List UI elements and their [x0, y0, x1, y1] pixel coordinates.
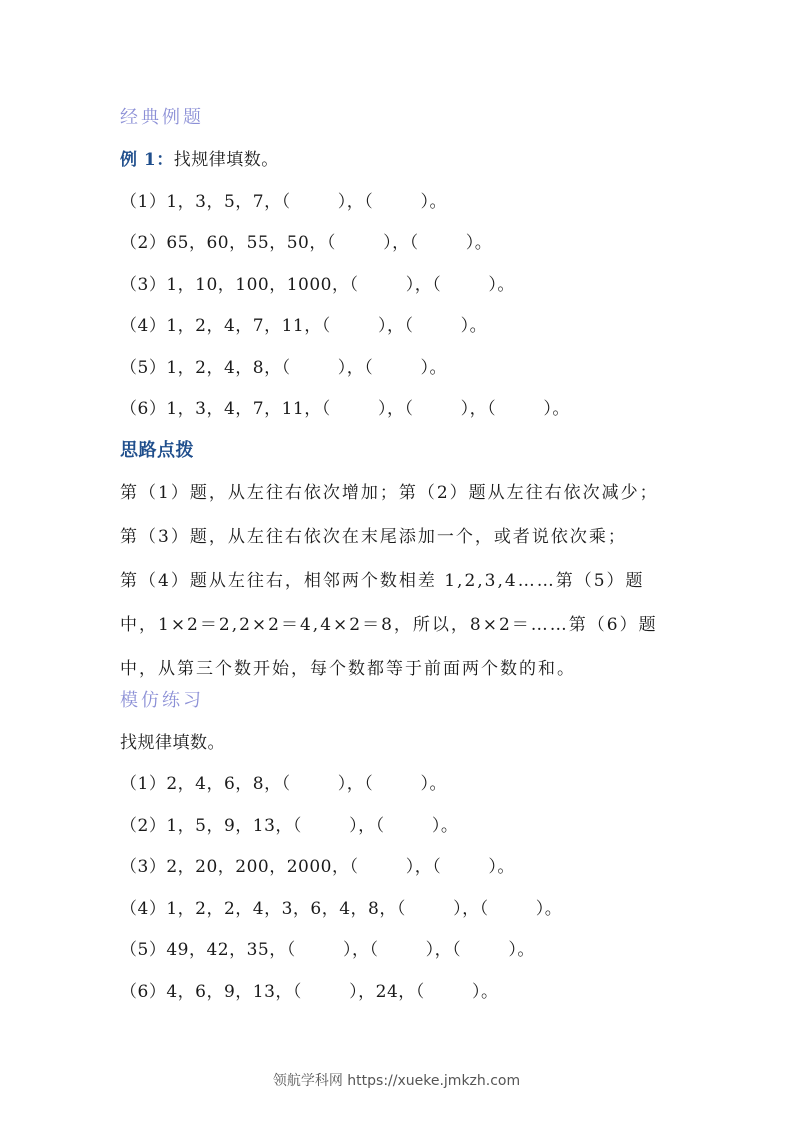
example-question-5: （5）1，2，4，8，（ ），（ ）。 — [120, 358, 448, 378]
hint-line-2: 第（3）题，从左往右依次在末尾添加一个，或者说依次乘； — [120, 527, 627, 547]
example-question-6: （6）1，3，4，7，11，（ ），（ ），（ ）。 — [120, 399, 570, 419]
example-label: 例 1： — [120, 150, 174, 170]
practice-question-4: （4）1，2，2，4，3，6，4，8，（ ），（ ）。 — [120, 899, 563, 919]
example-question-1: （1）1，3，5，7，（ ），（ ）。 — [120, 192, 448, 212]
section-title-hints: 思路点拨 — [120, 440, 194, 461]
practice-question-2: （2）1，5，9，13，（ ），（ ）。 — [120, 816, 459, 836]
example-heading — [120, 148, 279, 172]
hint-line-5: 中，从第三个数开始，每个数都等于前面两个数的和。 — [120, 659, 576, 679]
practice-question-1: （1）2，4，6，8，（ ），（ ）。 — [120, 774, 448, 794]
practice-prompt: 找规律填数。 — [120, 733, 225, 753]
practice-question-3: （3）2，20，200，2000，（ ），（ ）。 — [120, 857, 515, 877]
section-title-examples: 经典例题 — [120, 107, 204, 128]
practice-question-5: （5）49，42，35，（ ），（ ），（ ）。 — [120, 940, 535, 960]
practice-question-6: （6）4，6，9，13，（ ），24，（ ）。 — [120, 982, 499, 1002]
hint-line-4: 中，1×2＝2,2×2＝4,4×2＝8，所以，8×2＝……第（6）题 — [120, 615, 658, 635]
section-title-practice: 模仿练习 — [120, 690, 204, 711]
example-prompt: 找规律填数。 — [173, 150, 279, 170]
example-question-2: （2）65，60，55，50，（ ），（ ）。 — [120, 233, 493, 253]
example-question-4: （4）1，2，4，7，11，（ ），（ ）。 — [120, 316, 488, 336]
hint-line-3: 第（4）题从左往右，相邻两个数相差 1,2,3,4……第（5）题 — [120, 571, 645, 591]
page-footer: 领航学科网 https://xueke.jmkzh.com — [272, 1073, 521, 1089]
example-question-3: （3）1，10，100，1000，（ ），（ ）。 — [120, 275, 515, 295]
hint-line-1: 第（1）题，从左往右依次增加；第（2）题从左往右依次减少； — [120, 483, 659, 503]
